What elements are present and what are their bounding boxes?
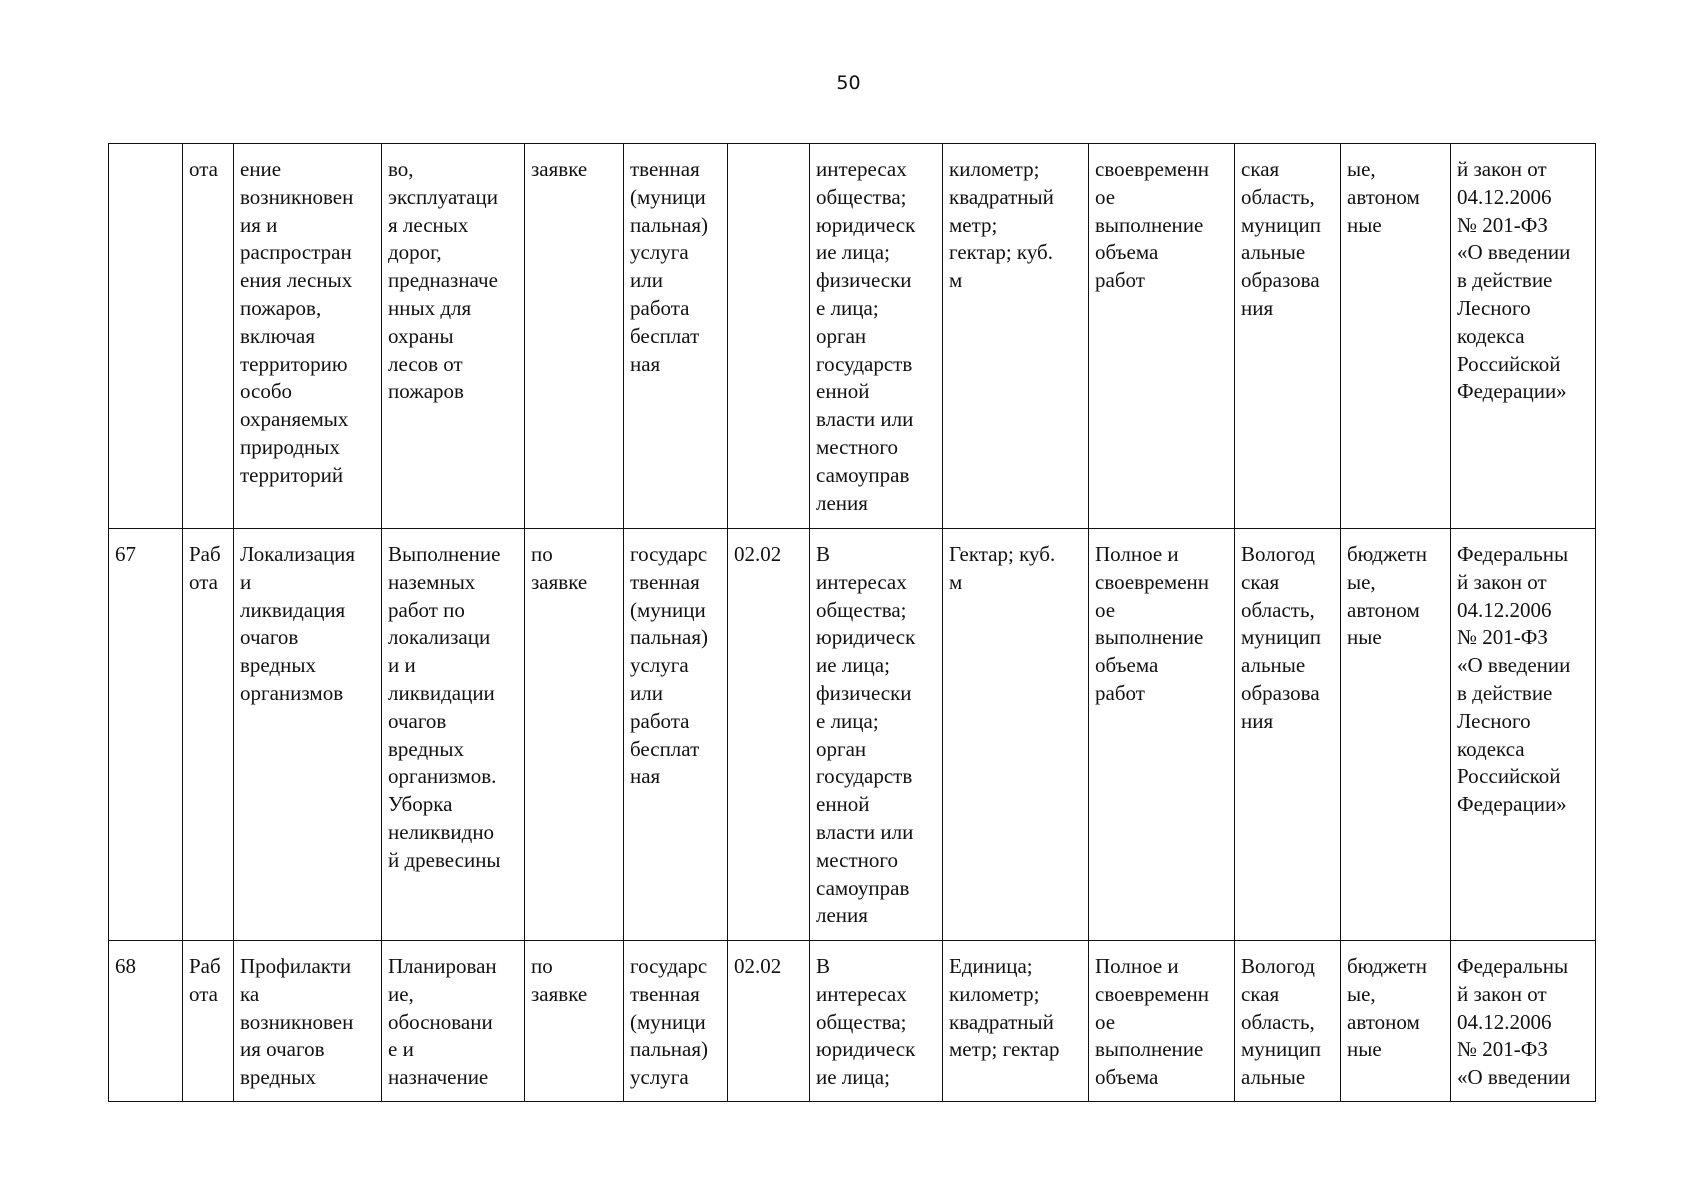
cell-content: Планирован ие, обосновани е и назначение: [382, 941, 525, 1102]
cell-basis: заявке: [525, 144, 624, 529]
table-row: [109, 144, 1596, 529]
cell-units: Единица; километр; квадратный метр; гектар: [943, 941, 1089, 1102]
cell-founder: Вологод ская область, муницип альные: [1235, 941, 1341, 1102]
cell-type: Раб ота: [183, 529, 234, 941]
cell-number: [109, 144, 183, 529]
cell-type: Раб ота: [183, 941, 234, 1102]
cell-quality: Полное и своевременн ое выполнение объема: [1089, 941, 1235, 1102]
cell-legal-basis: Федеральны й закон от 04.12.2006 № 201-ФЗ «О введении: [1451, 941, 1596, 1102]
cell-name: Локализация и ликвидация очагов вредных организмов: [234, 529, 382, 941]
cell-quality: Полное и своевременн ое выполнение объема работ: [1089, 529, 1235, 941]
cell-name: Профилакти ка возникновен ия очагов вредных: [234, 941, 382, 1102]
table-row: [109, 529, 1596, 941]
cell-quality: своевременн ое выполнение объема работ: [1089, 144, 1235, 529]
cell-consumers: В интересах общества; юридическ ие лица; физически е лица; орган государств енной власти или местного самоуправ ления: [810, 529, 943, 941]
cell-name: ение возникновен ия и распростран ения лесных пожаров, включая территорию особо охраняемых природных территорий: [234, 144, 382, 529]
cell-kind: твенная (муници пальная) услуга или работа бесплат ная: [624, 144, 728, 529]
cell-institution-type: бюджетн ые, автоном ные: [1341, 941, 1451, 1102]
cell-legal-basis: Федеральны й закон от 04.12.2006 № 201-ФЗ «О введении в действие Лесного кодекса Российской Федерации»: [1451, 529, 1596, 941]
cell-code: 02.02: [728, 529, 810, 941]
cell-code: [728, 144, 810, 529]
cell-units: Гектар; куб. м: [943, 529, 1089, 941]
registry-table: [108, 143, 1596, 1102]
cell-units: километр; квадратный метр; гектар; куб. м: [943, 144, 1089, 529]
cell-founder: Вологод ская область, муницип альные образова ния: [1235, 529, 1341, 941]
cell-type: ота: [183, 144, 234, 529]
cell-founder: ская область, муницип альные образова ния: [1235, 144, 1341, 529]
cell-basis: по заявке: [525, 941, 624, 1102]
page-number: 50: [836, 72, 861, 94]
cell-kind: государс твенная (муници пальная) услуга или работа бесплат ная: [624, 529, 728, 941]
table-row: [109, 941, 1596, 1102]
cell-institution-type: ые, автоном ные: [1341, 144, 1451, 529]
cell-number: 67: [109, 529, 183, 941]
cell-consumers: В интересах общества; юридическ ие лица;: [810, 941, 943, 1102]
cell-content: во, эксплуатаци я лесных дорог, предназначе нных для охраны лесов от пожаров: [382, 144, 525, 529]
cell-kind: государс твенная (муници пальная) услуга: [624, 941, 728, 1102]
cell-consumers: интересах общества; юридическ ие лица; физически е лица; орган государств енной власти или местного самоуправ ления: [810, 144, 943, 529]
cell-legal-basis: й закон от 04.12.2006 № 201-ФЗ «О введении в действие Лесного кодекса Российской Федерации»: [1451, 144, 1596, 529]
cell-content: Выполнение наземных работ по локализаци и и ликвидации очагов вредных организмов. Уборка неликвидно й древесины: [382, 529, 525, 941]
cell-number: 68: [109, 941, 183, 1102]
cell-institution-type: бюджетн ые, автоном ные: [1341, 529, 1451, 941]
cell-code: 02.02: [728, 941, 810, 1102]
cell-basis: по заявке: [525, 529, 624, 941]
